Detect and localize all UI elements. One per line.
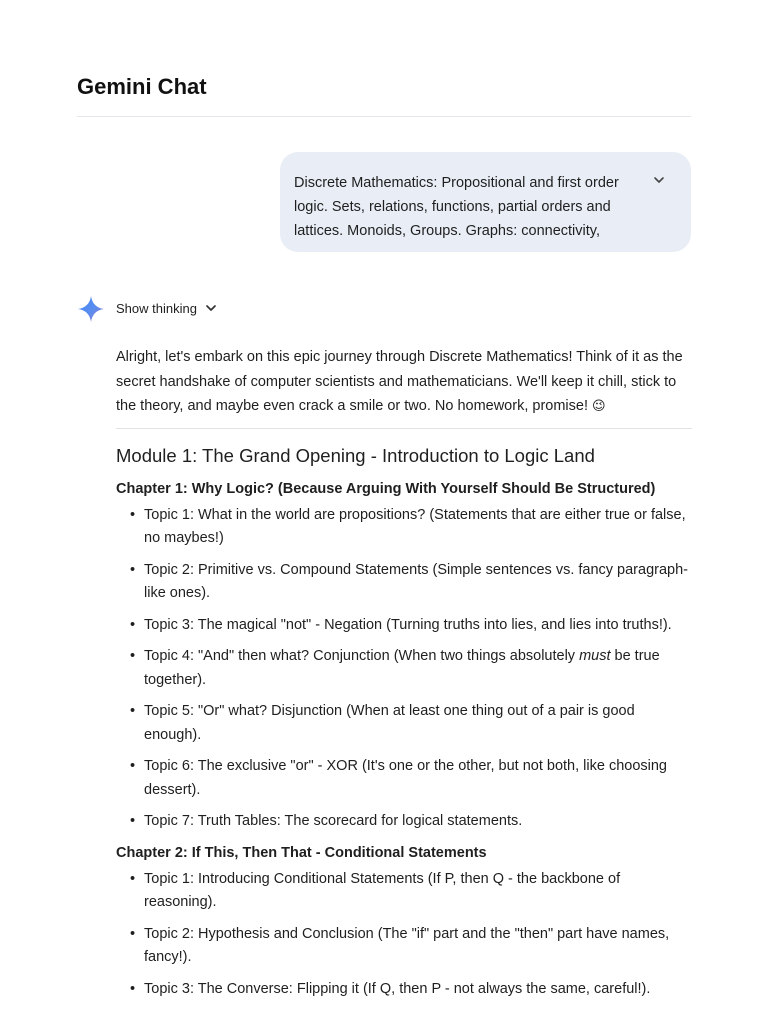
user-message-text: Discrete Mathematics: Propositional and first order logic. Sets, relations, functions, partial orders and lattices. Monoids, Groups. Graphs: connectivity,	[294, 175, 619, 239]
chapter-title: Chapter 2: If This, Then That - Conditional Statements	[116, 844, 487, 861]
chapter-title: Chapter 1: Why Logic? (Because Arguing With Yourself Should Be Structured)	[116, 480, 656, 497]
response-intro-text: Alright, let's embark on this epic journey through Discrete Mathematics! Think of it as the secret handshake of computer scientists and mathematicians. We'll keep it chill, stick to the theory, and maybe even crack a smile or two. No homework, promise!	[116, 349, 683, 414]
topic-item: • Topic 7: Truth Tables: The scorecard for logical statements.	[116, 810, 692, 834]
topic-item: • Topic 1: Introducing Conditional Statements (If P, then Q - the backbone of reasoning).	[116, 868, 692, 915]
topic-item: • Topic 1: What in the world are propositions? (Statements that are either true or false, no maybes!)	[116, 504, 692, 551]
topic-item: • Topic 2: Hypothesis and Conclusion (The "if" part and the "then" part have names, fancy!).	[116, 923, 692, 970]
topic-list	[116, 504, 692, 834]
wink-emoji: 😉	[592, 398, 606, 413]
title-divider	[77, 116, 691, 117]
topic-item: • Topic 6: The exclusive "or" - XOR (It's one or the other, but not both, like choosing dessert).	[116, 755, 692, 802]
page-title: Gemini Chat	[77, 74, 207, 99]
topic-text: be true together).	[144, 648, 660, 688]
module-title: Module 1: The Grand Opening - Introduction to Logic Land	[116, 444, 595, 466]
topic-text: Topic 4: "And" then what? Conjunction (When two things absolutely	[144, 648, 580, 664]
response-intro	[116, 345, 692, 419]
chevron-down-icon[interactable]	[651, 172, 667, 188]
response-divider	[116, 428, 692, 429]
topic-item: • Topic 3: The magical "not" - Negation (Turning truths into lies, and lies into truths!).	[116, 614, 692, 638]
user-message-bubble	[280, 152, 691, 252]
topic-item: • Topic 5: "Or" what? Disjunction (When at least one thing out of a pair is good enough).	[116, 700, 692, 747]
show-thinking-label: Show thinking	[116, 300, 197, 316]
assistant-response	[116, 345, 692, 1009]
chevron-down-icon	[203, 300, 219, 316]
topic-item: • Topic 3: The Converse: Flipping it (If Q, then P - not always the same, careful!).	[116, 978, 692, 1002]
topic-emphasis: must	[579, 648, 611, 664]
gemini-spark-icon	[78, 296, 104, 322]
show-thinking-toggle[interactable]	[116, 300, 219, 316]
topic-item: • Topic 2: Primitive vs. Compound Statements (Simple sentences vs. fancy paragraph-like ones).	[116, 559, 692, 606]
topic-list	[116, 868, 692, 1002]
topic-item	[116, 645, 692, 692]
